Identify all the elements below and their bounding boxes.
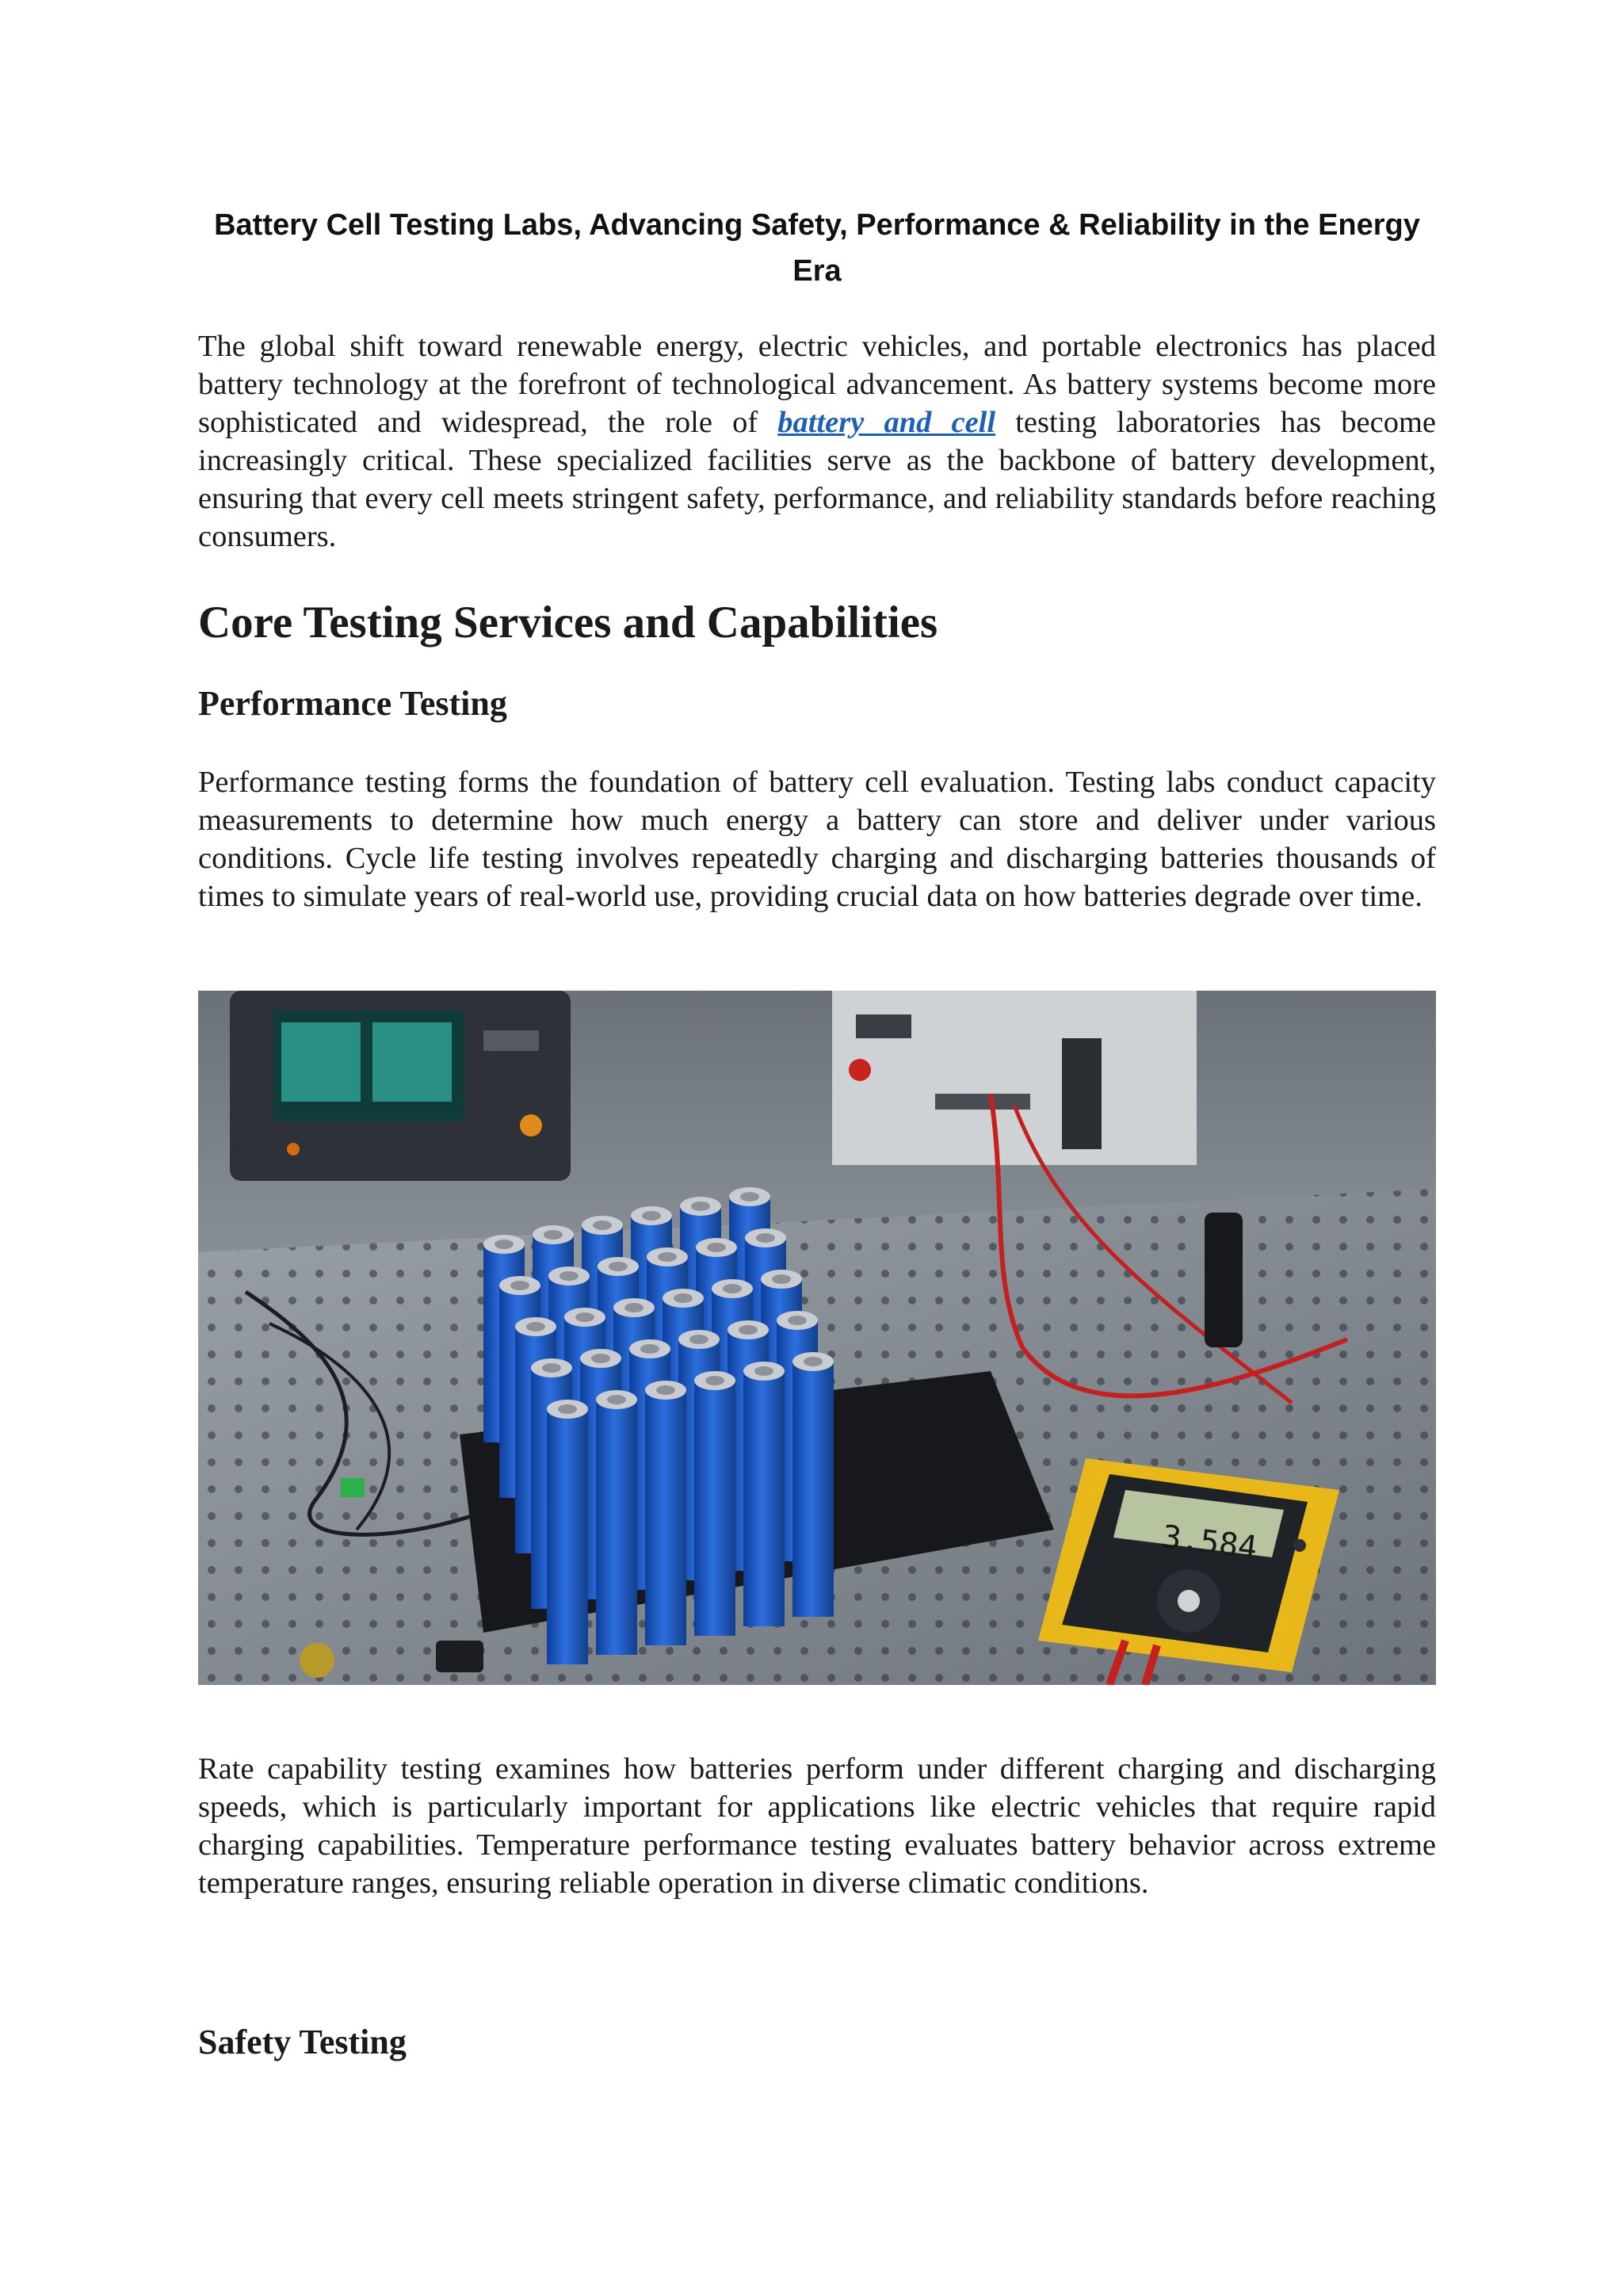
performance-testing-heading: Performance Testing	[198, 684, 507, 723]
battery-cell	[743, 1362, 785, 1626]
document-page	[198, 202, 1436, 2061]
multimeter	[1038, 1458, 1339, 1672]
document-title: Battery Cell Testing Labs, Advancing Safety, Performance & Reliability in the Energy Era	[214, 208, 1420, 288]
intro-text-after: testing laboratories has become increasingly critical. These specialized facilities serve as the backbone of battery development, ensuring that every cell meets stringent safety, performance, and reliability standards before reaching consumers.	[198, 406, 1436, 553]
intro-paragraph	[198, 327, 1436, 556]
battery-cell	[645, 1381, 686, 1645]
battery-cell	[792, 1352, 834, 1617]
probe-bottle	[1205, 1213, 1243, 1347]
battery-and-cell-link[interactable]: battery and cell	[777, 406, 996, 439]
oscilloscope-device	[230, 991, 571, 1181]
battery-cell-array	[483, 1187, 834, 1664]
performance-paragraph: Performance testing forms the foundation of battery cell evaluation. Testing labs conduct capacity measurements to determine how much energy a battery can store and deliver under various conditions. Cycle life testing involves repeatedly charging and discharging batteries thousands of times to simulate years of real-world use, providing crucial data on how batteries degrade over time.	[198, 766, 1436, 913]
intro-text-before: The global shift toward renewable energy, electric vehicles, and portable electronics has placed battery technology at the forefront of technological advancement. As battery systems become more sophisticated and widespread, the role of	[198, 330, 1436, 439]
section-heading: Core Testing Services and Capabilities	[198, 598, 938, 648]
multimeter-display-reading: 3.584	[1159, 1519, 1259, 1567]
battery-cell	[694, 1371, 735, 1636]
rate-capability-paragraph: Rate capability testing examines how batteries perform under different charging and discharging speeds, which is particularly important for applications like electric vehicles that require rapid charging capabilities. Temperature performance testing evaluates battery behavior across extreme temperature ranges, ensuring reliable operation in diverse climatic conditions.	[198, 1752, 1436, 1900]
battery-cell	[547, 1400, 588, 1664]
battery-lab-photo	[198, 991, 1436, 1685]
power-supply-device	[832, 991, 1197, 1165]
safety-testing-heading: Safety Testing	[198, 2023, 407, 2061]
battery-cell	[596, 1390, 637, 1655]
